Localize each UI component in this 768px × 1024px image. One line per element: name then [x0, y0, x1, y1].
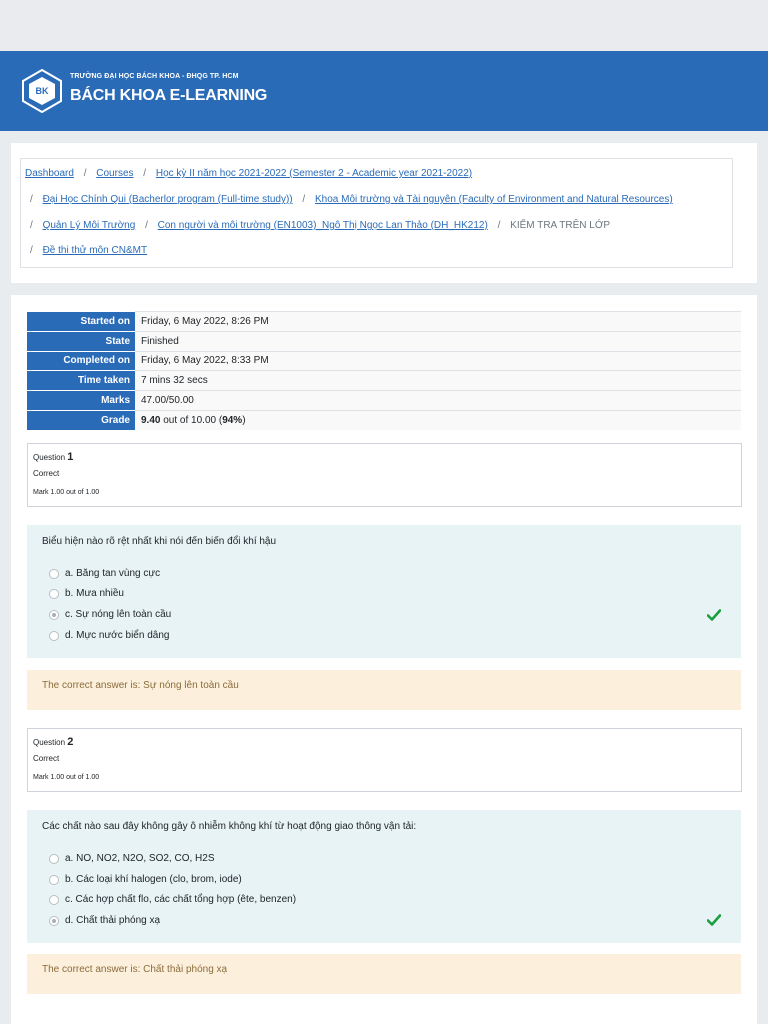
breadcrumb-dashboard[interactable]: Dashboard [25, 168, 74, 179]
started-on-value: Friday, 6 May 2022, 8:26 PM [135, 312, 741, 332]
grade-close: ) [242, 415, 246, 427]
grade-percent: 94% [222, 415, 243, 427]
grade-value [135, 410, 741, 430]
radio-button-selected[interactable] [49, 610, 59, 620]
completed-on-value: Friday, 6 May 2022, 8:33 PM [135, 351, 741, 371]
question-index: 2 [67, 736, 74, 748]
question-label: Question [33, 738, 66, 747]
university-name: TRƯỜNG ĐẠI HỌC BÁCH KHOA - ĐHQG TP. HCM [70, 73, 239, 80]
summary-row [27, 410, 741, 430]
radio-button-selected[interactable] [49, 916, 59, 926]
answer-option[interactable] [49, 874, 242, 885]
answer-option[interactable] [49, 568, 160, 579]
grade-out-of: out of 10.00 ( [160, 415, 223, 427]
answer-option[interactable] [49, 588, 124, 599]
bk-logo-icon[interactable] [21, 69, 63, 113]
answer-option[interactable] [49, 630, 169, 641]
summary-row [27, 331, 741, 351]
time-taken-value: 7 mins 32 secs [135, 371, 741, 391]
summary-label: Started on [27, 312, 135, 332]
summary-row [27, 371, 741, 391]
correct-answer-feedback: The correct answer is: Sự nóng lên toàn cầu [27, 670, 741, 710]
breadcrumb-department[interactable]: Quản Lý Môi Trường [42, 220, 136, 231]
breadcrumb-quiz[interactable]: Đề thi thử môn CN&MT [42, 245, 148, 256]
quiz-review-card [11, 295, 757, 1024]
answer-option[interactable] [49, 915, 160, 926]
breadcrumb-card [11, 143, 757, 283]
summary-label: Marks [27, 391, 135, 411]
breadcrumb-separator: / [302, 194, 306, 205]
radio-button[interactable] [49, 589, 59, 599]
breadcrumb-faculty[interactable]: Khoa Môi trường và Tài nguyên (Faculty of Environment and Natural Resources) [314, 194, 673, 205]
logo-text: BK [35, 86, 49, 96]
question-formulation [27, 525, 741, 658]
option-label: c. Sự nóng lên toàn cầu [65, 609, 172, 620]
breadcrumb-separator: / [30, 194, 33, 205]
question-info [27, 728, 742, 792]
option-label: a. Băng tan vùng cực [65, 568, 161, 579]
site-header [0, 51, 768, 131]
option-label: a. NO, NO2, N2O, SO2, CO, H2S [65, 853, 215, 864]
breadcrumb-line-4 [25, 245, 147, 256]
option-label: d. Mực nước biển dâng [65, 630, 170, 641]
check-icon [707, 609, 721, 621]
breadcrumb-line-2 [25, 194, 673, 205]
question-label: Question [33, 453, 66, 462]
breadcrumb-section: KIỂM TRA TRÊN LỚP [510, 220, 611, 231]
option-label: b. Mưa nhiều [65, 588, 124, 599]
answer-option[interactable] [49, 609, 171, 620]
question-number [33, 736, 73, 748]
breadcrumb-separator: / [83, 168, 87, 179]
option-label: c. Các hợp chất flo, các chất tổng hợp (ête, benzen) [65, 894, 297, 905]
answer-option[interactable] [49, 894, 296, 905]
option-label: b. Các loại khí halogen (clo, brom, iode) [65, 874, 242, 885]
breadcrumb-course[interactable]: Con người và môi trường (EN1003)_Ngô Thị Ngọc Lan Thảo (DH_HK212) [157, 220, 488, 231]
breadcrumb-separator: / [30, 245, 33, 256]
correct-answer-feedback: The correct answer is: Chất thải phóng xạ [27, 954, 741, 994]
question-state: Correct [33, 754, 60, 763]
radio-button[interactable] [49, 569, 59, 579]
breadcrumb-separator: / [30, 220, 33, 231]
summary-label: Time taken [27, 371, 135, 391]
option-label: d. Chất thải phóng xạ [65, 915, 161, 926]
breadcrumb-line-1 [25, 168, 472, 179]
summary-row [27, 391, 741, 411]
breadcrumb-semester[interactable]: Học kỳ II năm học 2021-2022 (Semester 2 - Academic year 2021-2022) [155, 168, 473, 179]
summary-label: State [27, 331, 135, 351]
radio-button[interactable] [49, 875, 59, 885]
question-text: Các chất nào sau đây không gây ô nhiễm không khí từ hoạt động giao thông vận tải: [42, 821, 417, 832]
breadcrumb-program[interactable]: Đại Học Chính Qui (Bacherlor program (Full-time study)) [42, 194, 293, 205]
breadcrumb [20, 158, 733, 268]
radio-button[interactable] [49, 895, 59, 905]
breadcrumb-line-3 [25, 220, 610, 231]
summary-row [27, 351, 741, 371]
question-state: Correct [33, 469, 60, 478]
summary-label: Grade [27, 410, 135, 430]
summary-label: Completed on [27, 351, 135, 371]
question-index: 1 [67, 451, 74, 463]
question-info [27, 443, 742, 507]
marks-value: 47.00/50.00 [135, 391, 741, 411]
breadcrumb-courses[interactable]: Courses [96, 168, 134, 179]
question-formulation [27, 810, 741, 943]
summary-row [27, 312, 741, 332]
breadcrumb-separator: / [497, 220, 501, 231]
check-icon [707, 914, 721, 926]
state-value: Finished [135, 331, 741, 351]
top-strip [0, 0, 768, 51]
question-mark: Mark 1.00 out of 1.00 [33, 489, 100, 496]
answer-option[interactable] [49, 853, 215, 864]
question-mark: Mark 1.00 out of 1.00 [33, 774, 100, 781]
breadcrumb-separator: / [143, 168, 147, 179]
attempt-summary-table [27, 311, 741, 430]
radio-button[interactable] [49, 631, 59, 641]
breadcrumb-separator: / [145, 220, 148, 231]
question-text: Biểu hiện nào rõ rệt nhất khi nói đến biến đổi khí hậu [42, 536, 277, 547]
grade-score: 9.40 [141, 415, 161, 427]
question-number [33, 451, 73, 463]
site-name[interactable]: BÁCH KHOA E-LEARNING [70, 87, 268, 104]
radio-button[interactable] [49, 854, 59, 864]
